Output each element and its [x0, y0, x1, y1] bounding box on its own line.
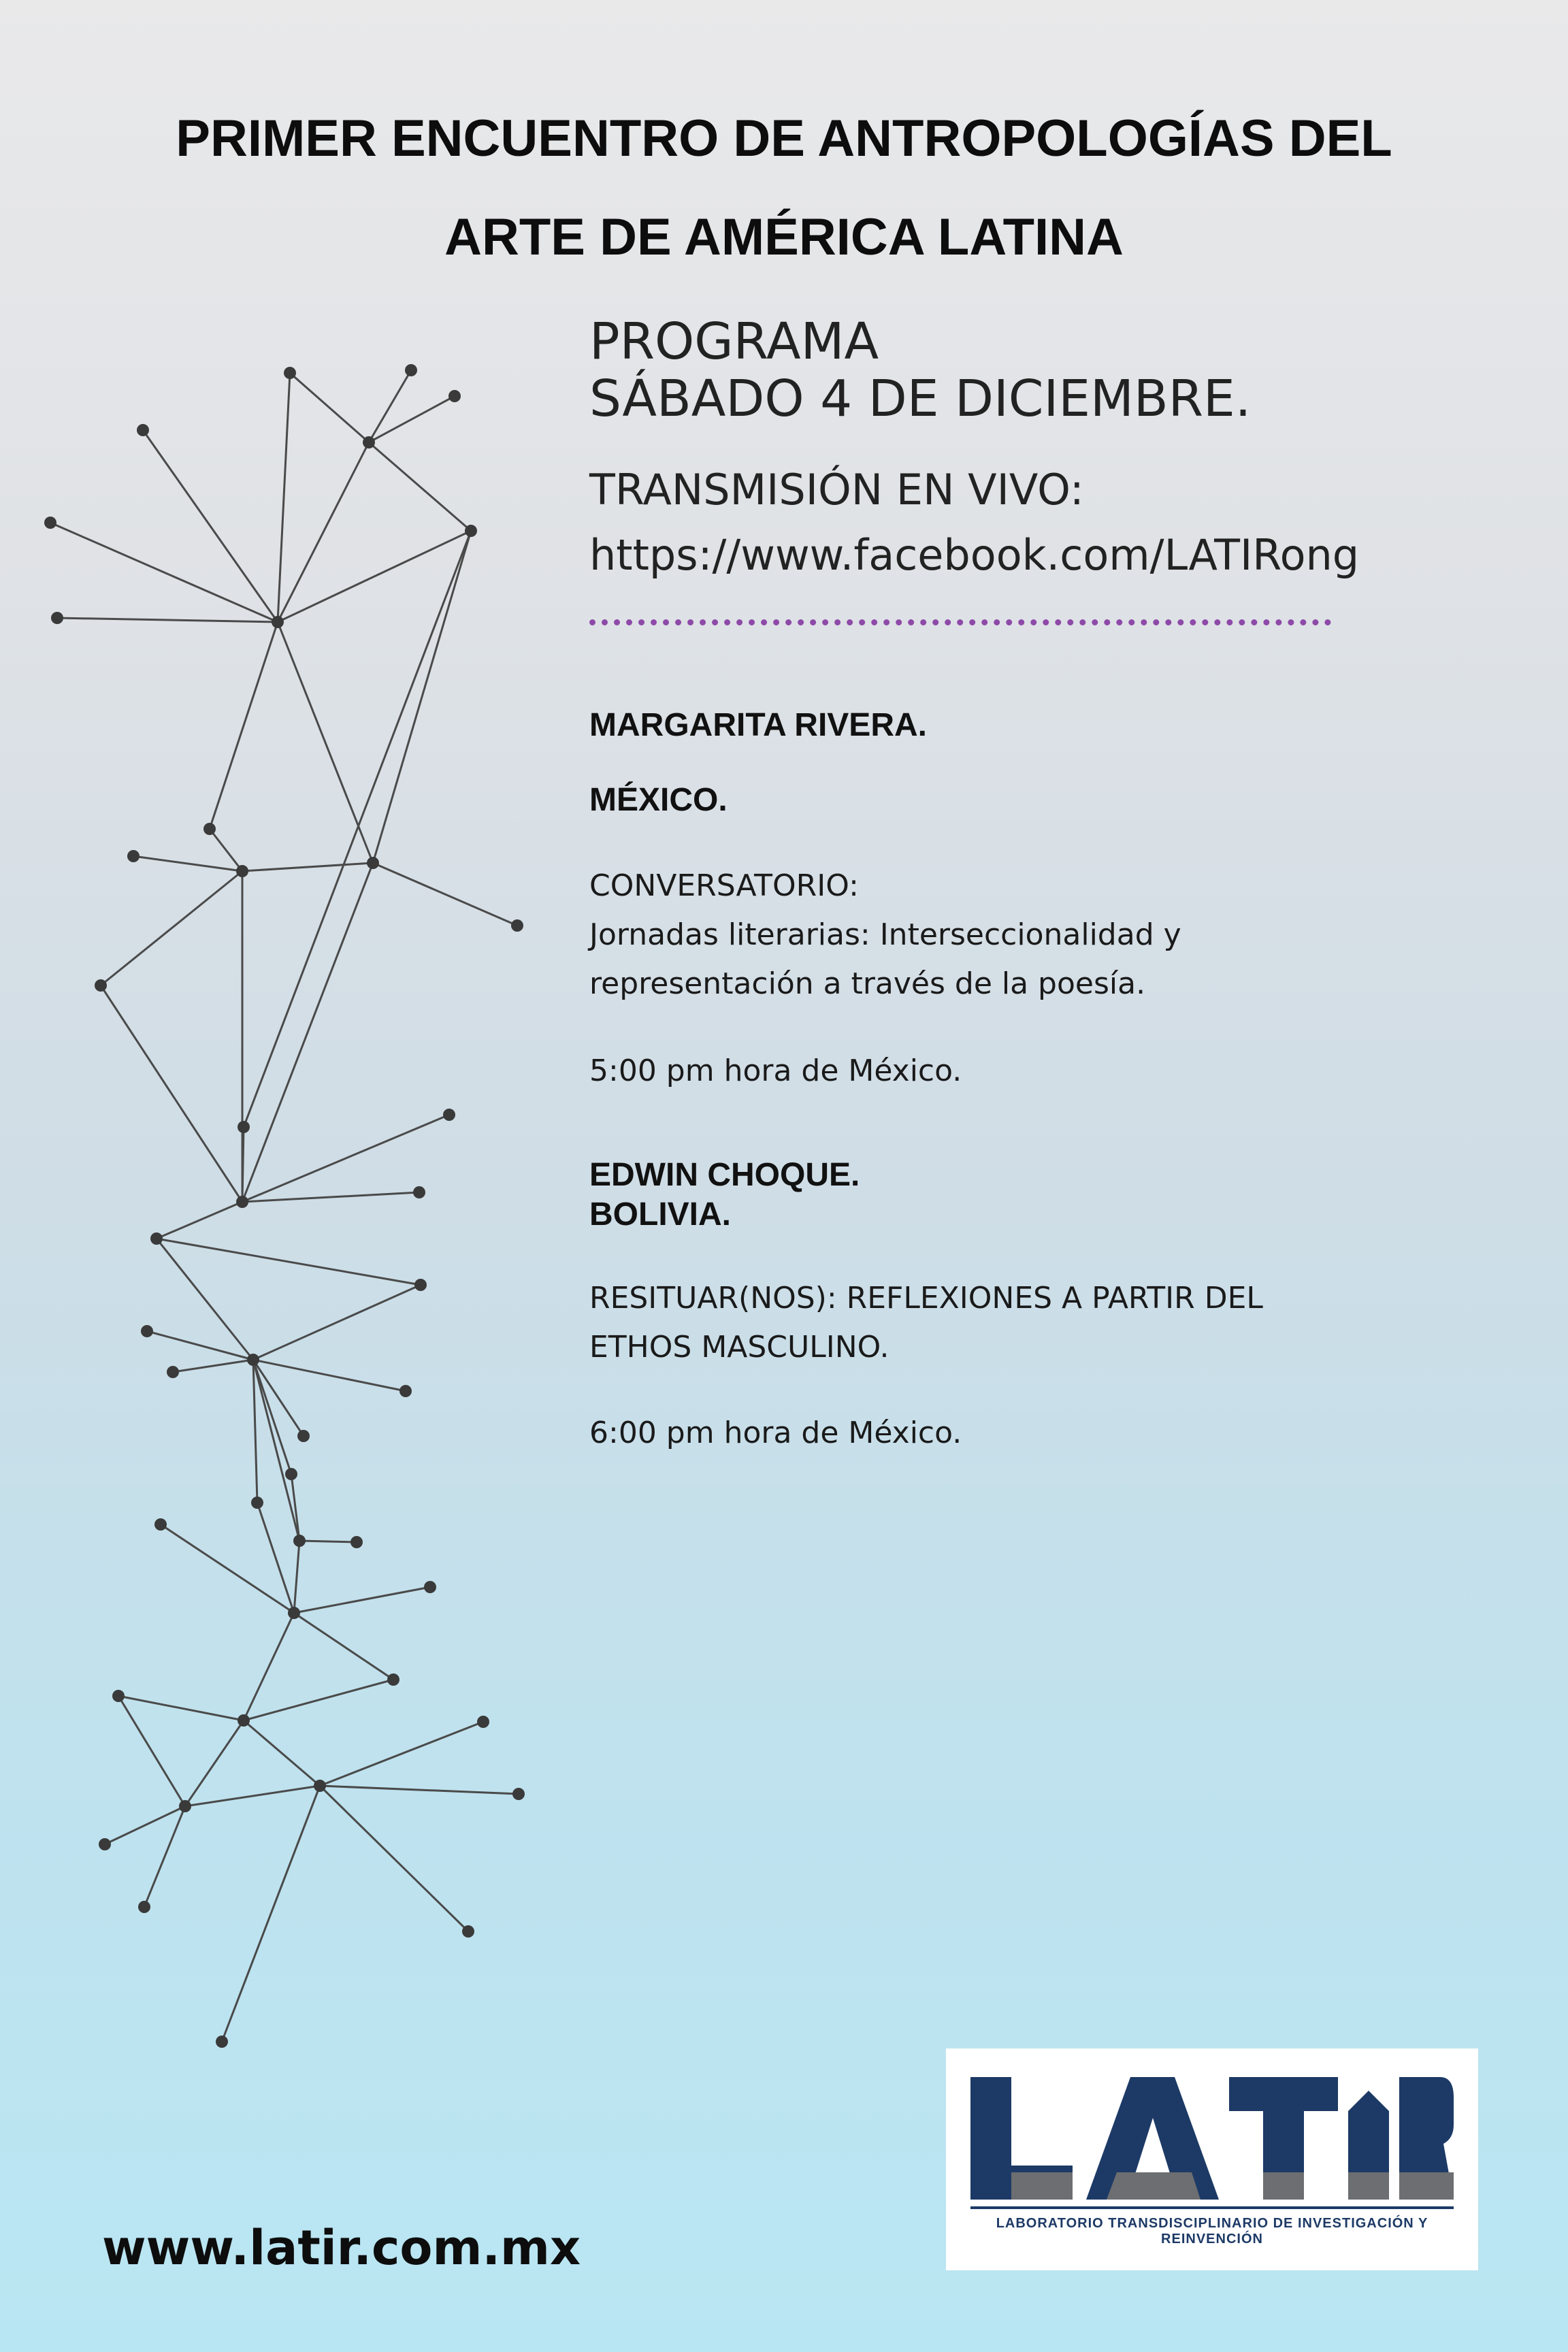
network-node	[236, 865, 248, 877]
network-node	[238, 1714, 250, 1727]
speaker-2-block	[589, 1156, 860, 1235]
network-edge	[244, 1720, 320, 1786]
network-node	[297, 1430, 310, 1442]
session-2-title-line2: ETHOS MASCULINO.	[589, 1330, 889, 1365]
network-edge	[210, 829, 242, 871]
network-node	[367, 857, 379, 869]
network-node	[512, 1788, 525, 1800]
network-node	[167, 1366, 179, 1378]
network-edge	[101, 871, 242, 985]
speaker-1-name: MARGARITA RIVERA.	[589, 707, 927, 743]
program-label: PROGRAMA	[589, 312, 879, 371]
network-node	[112, 1690, 125, 1702]
network-edge	[294, 1587, 430, 1613]
network-edge	[210, 622, 278, 829]
network-node	[203, 823, 216, 835]
network-node	[465, 525, 477, 537]
dotted-divider	[589, 619, 1331, 625]
network-node	[236, 1196, 248, 1208]
network-edge	[173, 1360, 253, 1372]
network-node	[413, 1186, 425, 1198]
network-node	[350, 1536, 363, 1548]
network-node	[141, 1325, 153, 1337]
network-node	[284, 367, 296, 379]
network-edge	[369, 442, 471, 531]
network-edge	[373, 863, 517, 926]
network-edge	[157, 1202, 242, 1239]
network-node	[387, 1673, 399, 1686]
network-node	[137, 424, 149, 436]
speaker-2-name: EDWIN CHOQUE.	[589, 1157, 860, 1193]
network-edge	[244, 1613, 294, 1720]
latir-wordmark	[970, 2070, 1454, 2206]
network-node	[424, 1581, 436, 1593]
network-node	[95, 979, 107, 992]
network-edge	[222, 1786, 320, 2042]
network-node	[399, 1385, 412, 1397]
network-edge	[242, 1127, 244, 1202]
session-1-title-line1: Jornadas literarias: Interseccionalidad y	[589, 917, 1181, 952]
network-edge	[320, 1786, 468, 1931]
network-node	[477, 1716, 489, 1728]
network-edge	[257, 1503, 294, 1613]
network-edge	[294, 1613, 393, 1680]
live-stream-info	[589, 457, 1359, 588]
network-edge	[299, 1541, 357, 1542]
network-node	[44, 517, 56, 529]
network-edge	[157, 1239, 253, 1360]
network-edge	[253, 1360, 291, 1474]
network-node	[285, 1468, 297, 1480]
website-link[interactable]: www.latir.com.mx	[102, 2220, 581, 2276]
network-edge	[278, 442, 369, 622]
network-edge	[144, 1806, 185, 1907]
network-edge	[242, 863, 373, 1202]
network-edge	[253, 1360, 406, 1391]
network-edge	[242, 1192, 419, 1202]
network-edge	[278, 373, 290, 622]
network-node	[247, 1354, 259, 1366]
network-node	[363, 436, 375, 448]
program-header	[589, 313, 1251, 427]
network-node	[293, 1535, 306, 1547]
network-edge	[290, 373, 369, 442]
network-node	[251, 1497, 263, 1509]
network-edge	[57, 618, 278, 622]
network-edge	[118, 1696, 185, 1806]
network-edge	[373, 531, 471, 863]
logo-caption: LABORATORIO TRANSDISCIPLINARIO DE INVESTIGACIÓN Y REINVENCIÓN	[996, 2216, 1428, 2247]
session-1-type: CONVERSATORIO:	[589, 868, 859, 903]
network-edge	[161, 1524, 294, 1613]
network-node	[414, 1279, 427, 1291]
network-edge	[185, 1720, 244, 1806]
live-url-link[interactable]: https://www.facebook.com/LATIRong	[589, 530, 1360, 580]
network-edge	[253, 1360, 257, 1503]
network-edge	[253, 1360, 304, 1436]
network-node	[272, 616, 284, 628]
network-node	[314, 1780, 326, 1792]
network-edge	[185, 1786, 320, 1806]
network-node	[138, 1901, 150, 1913]
session-1-title-line2: representación a través de la poesía.	[589, 966, 1146, 1001]
network-edge	[147, 1331, 253, 1360]
event-title-line2: ARTE DE AMÉRICA LATINA	[444, 208, 1124, 266]
network-node	[51, 612, 63, 624]
network-edge	[253, 1285, 421, 1360]
network-edge	[294, 1541, 299, 1613]
network-edge	[133, 856, 242, 871]
speaker-1-country: MÉXICO.	[589, 782, 728, 818]
network-node	[443, 1109, 455, 1121]
network-edge	[244, 1680, 393, 1720]
session-1-description	[589, 862, 1181, 1009]
session-2-title-line1: RESITUAR(NOS): REFLEXIONES A PARTIR DEL	[589, 1281, 1263, 1316]
network-edge	[157, 1239, 421, 1285]
live-label: TRANSMISIÓN EN VIVO:	[589, 465, 1084, 514]
network-node	[448, 390, 461, 402]
logo-rule	[970, 2206, 1454, 2209]
network-node	[150, 1232, 163, 1245]
network-node	[99, 1838, 111, 1850]
speaker-2-country: BOLIVIA.	[589, 1196, 732, 1232]
network-edge	[320, 1722, 483, 1786]
network-edge	[118, 1696, 244, 1720]
event-title-line1: PRIMER ENCUENTRO DE ANTROPOLOGÍAS DEL	[176, 110, 1392, 167]
session-1-time: 5:00 pm hora de México.	[589, 1054, 962, 1088]
network-node	[179, 1800, 191, 1812]
network-edge	[101, 985, 242, 1202]
network-node	[216, 2036, 228, 2048]
latir-logo	[946, 2048, 1478, 2270]
network-edge	[242, 863, 373, 871]
network-graphic	[0, 0, 544, 2110]
network-edge	[291, 1474, 299, 1541]
network-node	[238, 1121, 250, 1133]
network-node	[405, 364, 417, 376]
session-2-description	[589, 1274, 1263, 1372]
session-2-time: 6:00 pm hora de México.	[589, 1416, 962, 1450]
network-edge	[320, 1786, 519, 1794]
network-node	[462, 1925, 474, 1938]
program-date: SÁBADO 4 DE DICIEMBRE.	[589, 370, 1252, 428]
network-node	[288, 1607, 300, 1619]
network-node	[127, 850, 140, 862]
network-node	[154, 1518, 167, 1531]
network-node	[511, 919, 523, 932]
